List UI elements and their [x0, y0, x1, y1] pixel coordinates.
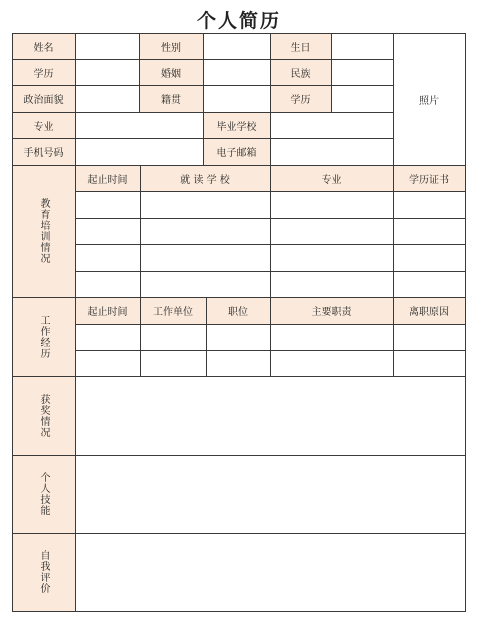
marriage-field[interactable]	[203, 59, 270, 85]
ethnicity-field[interactable]	[331, 59, 393, 85]
education-field[interactable]	[75, 59, 139, 85]
gender-label: 性别	[139, 33, 203, 59]
grid-line	[139, 33, 140, 112]
major-label: 专业	[12, 112, 75, 138]
school-label: 毕业学校	[203, 112, 270, 138]
school-field[interactable]	[270, 112, 393, 138]
work-header-leave-reason: 离职原因	[393, 297, 465, 324]
name-field[interactable]	[75, 33, 139, 59]
ethnicity-label: 民族	[270, 59, 331, 85]
self-eval-text: 自我评价	[38, 550, 49, 594]
grid-line	[12, 165, 466, 166]
skills-label	[12, 455, 75, 533]
grid-line	[12, 611, 466, 612]
edu-header-school: 就 读 学 校	[140, 165, 270, 191]
education-section-text: 教育培训情况	[38, 198, 49, 264]
email-field[interactable]	[270, 138, 393, 165]
page-title: 个人简历	[196, 10, 281, 32]
phone-label: 手机号码	[12, 138, 75, 165]
grid-line	[393, 165, 394, 376]
awards-field[interactable]	[75, 376, 465, 455]
grid-line	[331, 33, 332, 112]
awards-label	[12, 376, 75, 455]
edu-header-period: 起止时间	[75, 165, 140, 191]
education-section-label	[12, 165, 75, 297]
work-header-duties: 主要职责	[270, 297, 393, 324]
grid-line	[12, 455, 466, 456]
marriage-label: 婚姻	[139, 59, 203, 85]
grid-line	[270, 33, 271, 165]
degree-label: 学历	[270, 85, 331, 112]
grid-line	[12, 297, 466, 298]
work-header-company: 工作单位	[140, 297, 206, 324]
work-section-label	[12, 297, 75, 376]
native-place-label: 籍贯	[139, 85, 203, 112]
edu-header-major: 专业	[270, 165, 393, 191]
skills-field[interactable]	[75, 455, 465, 533]
awards-text: 获奖情况	[38, 393, 49, 438]
phone-field[interactable]	[75, 138, 203, 165]
grid-line	[206, 297, 207, 376]
grid-line	[140, 165, 141, 376]
work-header-period: 起止时间	[75, 297, 140, 324]
grid-line	[393, 33, 394, 165]
native-place-field[interactable]	[203, 85, 270, 112]
grid-line	[12, 33, 466, 34]
skills-text: 个人技能	[38, 472, 49, 516]
politics-field[interactable]	[75, 85, 139, 112]
grid-line	[270, 165, 271, 376]
grid-line	[12, 376, 466, 377]
work-section-text: 工作经历	[38, 314, 49, 359]
politics-label: 政治面貌	[12, 85, 75, 112]
self-eval-label	[12, 533, 75, 611]
edu-header-certificate: 学历证书	[393, 165, 465, 191]
name-label: 姓名	[12, 33, 75, 59]
education-label: 学历	[12, 59, 75, 85]
self-eval-field[interactable]	[75, 533, 465, 611]
birthday-label: 生日	[270, 33, 331, 59]
photo-box[interactable]: 照片	[393, 33, 465, 165]
grid-line	[12, 33, 13, 612]
grid-line	[75, 33, 76, 612]
email-label: 电子邮箱	[203, 138, 270, 165]
grid-line	[203, 33, 204, 165]
major-field[interactable]	[75, 112, 203, 138]
grid-line	[12, 533, 466, 534]
work-header-position: 职位	[206, 297, 270, 324]
grid-line	[465, 33, 466, 612]
gender-field[interactable]	[203, 33, 270, 59]
birthday-field[interactable]	[331, 33, 393, 59]
degree-field[interactable]	[331, 85, 393, 112]
